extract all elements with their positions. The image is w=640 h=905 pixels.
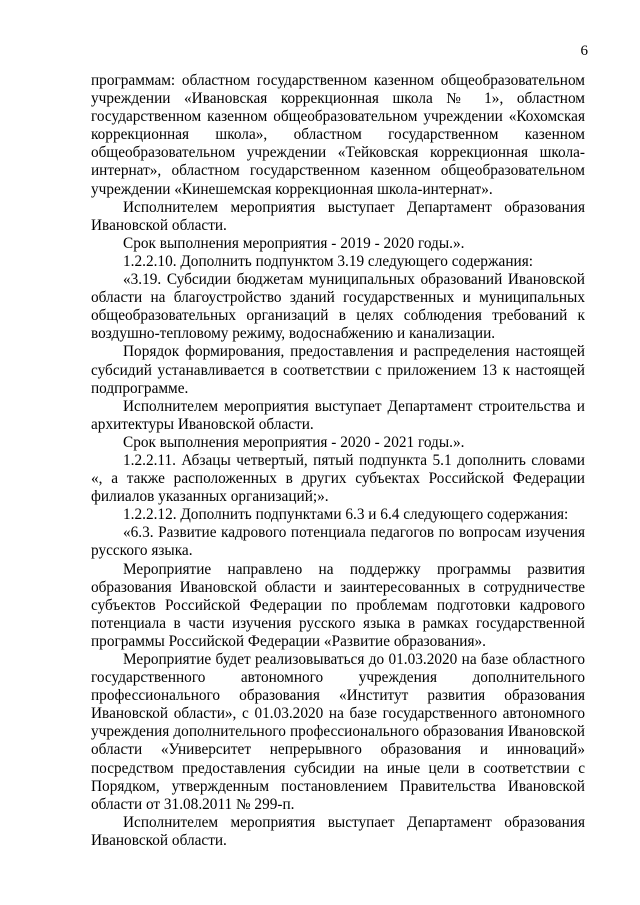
paragraph: Мероприятие направлено на поддержку программы развития образования Ивановской области и заинтересованных в сотрудничестве субъектов Российской Федерации по проблемам подготовки кадрового потенциала в части изучения русского языка в рамках государственной программы Российской Федерации «Развитие образования». [91, 560, 585, 650]
page-number: 6 [580, 43, 588, 59]
paragraph: Срок выполнения мероприятия - 2020 - 2021 годы.». [123, 433, 465, 451]
paragraph: «3.19. Субсидии бюджетам муниципальных образований Ивановской области на благоустройство зданий государственных и муниципальных общеобразовательных организаций в целях соблюдения требований к воздушно-тепловому режиму, водоснабжению и канализации. [91, 271, 585, 343]
paragraph: Мероприятие будет реализовываться до 01.03.2020 на базе областного государственного автономного учреждения дополнительного профессионального образования «Институт развития образования Ивановской области», с 01.03.2020 на базе государственного автономного учреждения дополнительного профессионального образования Ивановской области «Университет непрерывного образования и инноваций» посредством предоставления субсидии на иные цели в соответствии с Порядком, утвержденным постановлением Правительства Ивановской области от 31.08.2011 № 299-п. [91, 651, 585, 813]
paragraph: Исполнителем мероприятия выступает Департамент строительства и архитектуры Ивановской области. [91, 397, 585, 433]
paragraph: Исполнителем мероприятия выступает Департамент образования Ивановской области. [91, 198, 585, 234]
paragraph: 1.2.2.11. Абзацы четвертый, пятый подпункта 5.1 дополнить словами «, а также расположенных в других субъектах Российской Федерации филиалов указанных организаций;». [91, 451, 585, 506]
document-body [91, 72, 585, 850]
paragraph: Срок выполнения мероприятия - 2019 - 2020 годы.». [123, 234, 465, 252]
paragraph: 1.2.2.10. Дополнить подпунктом 3.19 следующего содержания: [123, 252, 533, 270]
paragraph: программам: областном государственном казенном общеобразовательном учреждении «Ивановская коррекционная школа № 1», областном государственном казенном общеобразовательном учреждении «Кохомская коррекционная школа», областном государственном казенном общеобразовательном учреждении «Тейковская коррекционная школа-интернат», областном государственном казенном общеобразовательном учреждении «Кинешемская коррекционная школа-интернат». [91, 72, 585, 198]
paragraph: Порядок формирования, предоставления и распределения настоящей субсидий устанавливается в соответствии с приложением 13 к настоящей подпрограмме. [91, 343, 585, 397]
paragraph: «6.3. Развитие кадрового потенциала педагогов по вопросам изучения русского языка. [91, 524, 585, 560]
paragraph: 1.2.2.12. Дополнить подпунктами 6.3 и 6.4 следующего содержания: [123, 506, 569, 524]
paragraph: Исполнителем мероприятия выступает Департамент образования Ивановской области. [91, 813, 585, 849]
